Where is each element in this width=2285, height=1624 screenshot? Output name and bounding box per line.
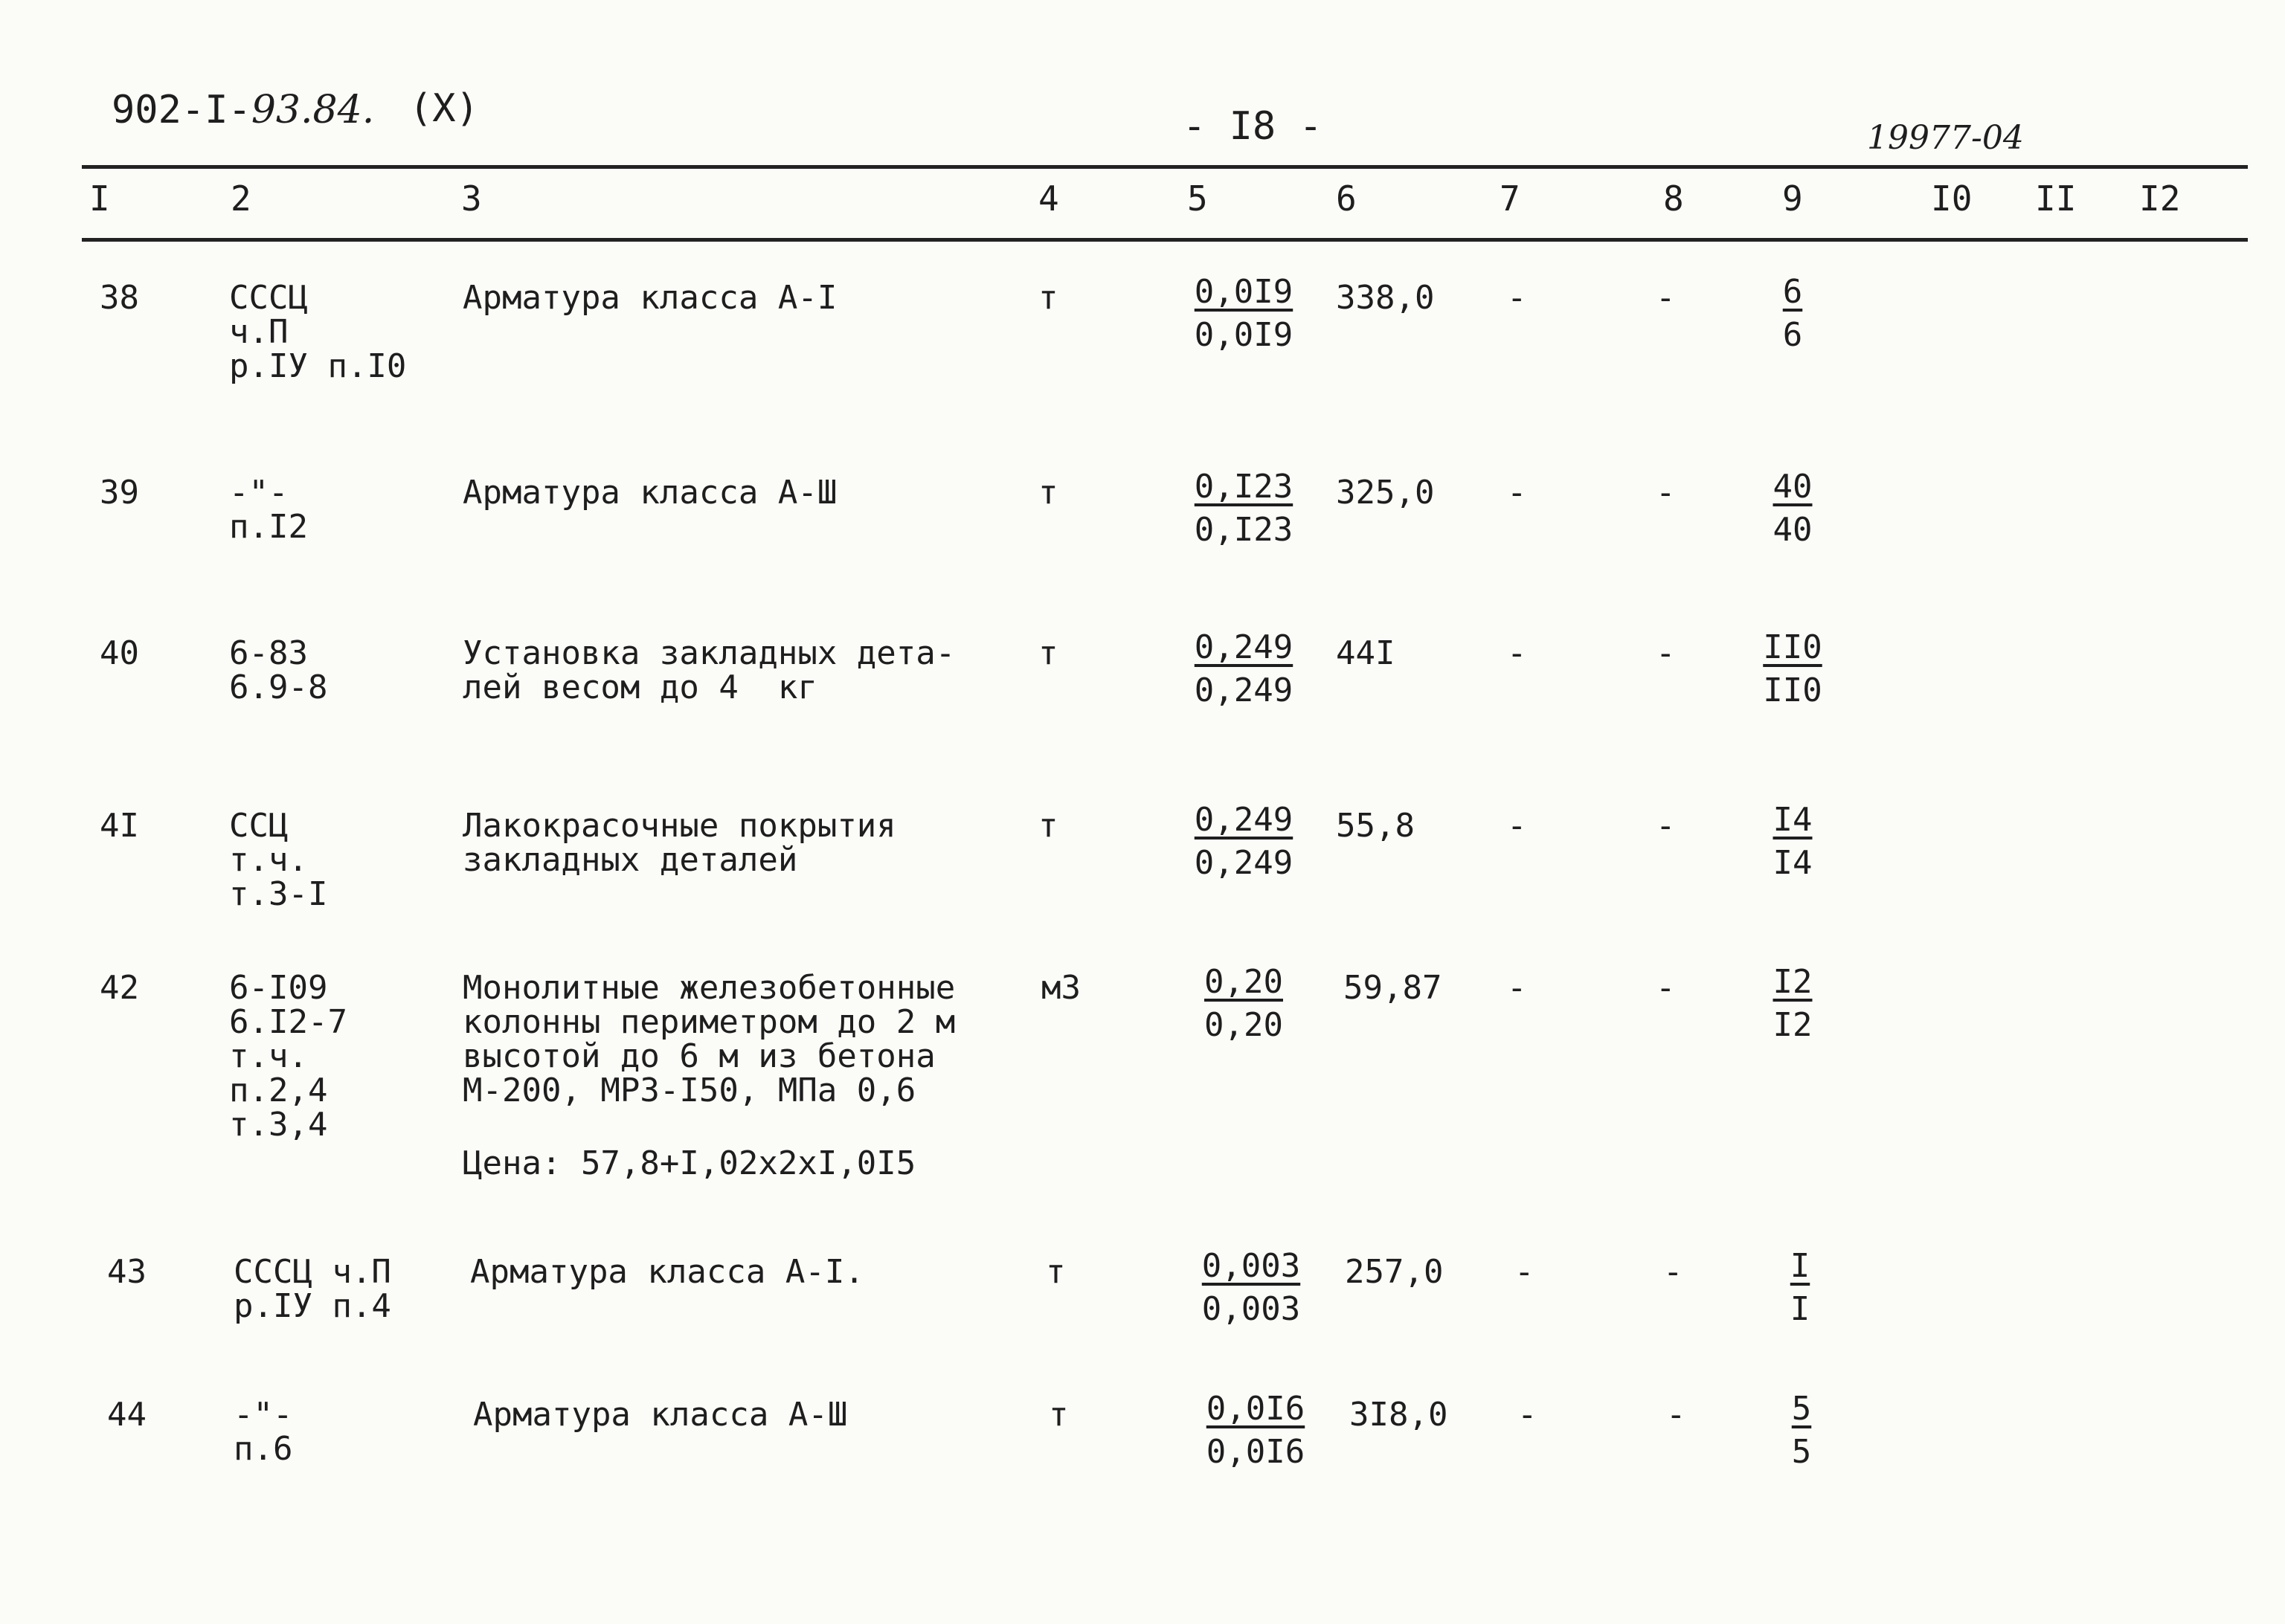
column-header-12: I2 <box>2139 178 2181 219</box>
row-quantity-bottom: 0,20 <box>1204 1006 1283 1044</box>
row-cost-top: I2 <box>1773 963 1813 1001</box>
row-col7: - <box>1507 279 1527 317</box>
row-cost <box>1757 1388 1846 1474</box>
row-unit: т <box>1049 1396 1069 1434</box>
row-reference: -"- п.I2 <box>229 474 308 546</box>
row-price-formula: Цена: 57,8+I,02х2хI,0I5 <box>463 1144 916 1182</box>
row-quantity-top: 0,I23 <box>1194 468 1293 506</box>
row-number: 4I <box>100 807 139 845</box>
row-quantity <box>1169 271 1318 357</box>
row-cost <box>1748 271 1837 357</box>
reference-number-handwritten: 19977-04 <box>1867 119 2024 157</box>
row-quantity <box>1169 465 1318 552</box>
column-header-4: 4 <box>1038 178 1059 219</box>
header-top-rule <box>82 165 2248 169</box>
row-cost-bottom: I2 <box>1773 1006 1813 1044</box>
row-cost <box>1755 1245 1845 1331</box>
row-col7: - <box>1507 634 1527 672</box>
row-col8: - <box>1656 807 1676 845</box>
row-cost-bottom: II0 <box>1763 671 1822 709</box>
column-header-3: 3 <box>461 178 482 219</box>
row-unit: т <box>1038 634 1058 672</box>
row-price: 55,8 <box>1336 807 1415 845</box>
row-cost <box>1748 626 1837 712</box>
column-header-8: 8 <box>1663 178 1684 219</box>
row-number: 39 <box>100 474 139 512</box>
variant-label: (X) <box>409 86 479 131</box>
row-unit: т <box>1046 1253 1066 1291</box>
column-header-5: 5 <box>1187 178 1208 219</box>
row-col7: - <box>1507 807 1527 845</box>
document-code-printed: 902-I- <box>112 88 251 132</box>
column-header-9: 9 <box>1782 178 1803 219</box>
document-code-handwritten: 93.84. <box>251 88 375 132</box>
row-quantity-bottom: 0,249 <box>1194 671 1293 709</box>
row-cost-bottom: 6 <box>1782 316 1803 354</box>
document-code <box>112 88 374 132</box>
row-unit: т <box>1038 279 1058 317</box>
row-cost-bottom: 5 <box>1791 1433 1812 1471</box>
row-number: 38 <box>100 279 139 317</box>
row-cost-bottom: 40 <box>1773 511 1813 549</box>
row-col7: - <box>1507 969 1527 1007</box>
row-number: 44 <box>107 1396 147 1434</box>
row-quantity-bottom: 0,003 <box>1201 1290 1301 1328</box>
row-quantity-top: 0,003 <box>1201 1247 1301 1285</box>
row-col8: - <box>1663 1253 1683 1291</box>
row-quantity <box>1177 1245 1325 1331</box>
row-cost-bottom: I4 <box>1773 844 1813 882</box>
row-quantity-top: 0,249 <box>1194 628 1293 666</box>
row-price: 3I8,0 <box>1349 1396 1448 1434</box>
row-col7: - <box>1507 474 1527 512</box>
row-price: 338,0 <box>1336 279 1435 317</box>
row-reference: СССЦ ч.П р.IУ п.4 <box>234 1253 391 1325</box>
row-description: Установка закладных дета- лей весом до 4 кг <box>463 634 956 706</box>
row-quantity-top: 0,20 <box>1204 963 1283 1001</box>
row-cost-top: 5 <box>1791 1390 1812 1428</box>
row-col7: - <box>1514 1253 1534 1291</box>
row-number: 40 <box>100 634 139 672</box>
row-col8: - <box>1666 1396 1686 1434</box>
row-col8: - <box>1656 279 1676 317</box>
row-quantity <box>1169 799 1318 885</box>
row-quantity <box>1169 961 1318 1047</box>
row-cost <box>1748 961 1837 1047</box>
row-col8: - <box>1656 634 1676 672</box>
row-col7: - <box>1517 1396 1537 1434</box>
row-col8: - <box>1656 474 1676 512</box>
row-cost-top: II0 <box>1763 628 1822 666</box>
row-description: Арматура класса А-I <box>463 279 838 317</box>
row-quantity-bottom: 0,0I9 <box>1194 316 1293 354</box>
page-number: - I8 - <box>1183 104 1323 149</box>
column-header-6: 6 <box>1336 178 1357 219</box>
column-header-7: 7 <box>1500 178 1520 219</box>
row-price: 325,0 <box>1336 474 1435 512</box>
row-description: Монолитные железобетонные колонны периметром до 2 м высотой до 6 м из бетона М-200, МРЗ-I50, МПа 0,6 <box>463 969 956 1109</box>
row-quantity-top: 0,0I9 <box>1194 273 1293 311</box>
row-quantity <box>1169 626 1318 712</box>
column-header-11: II <box>2035 178 2077 219</box>
row-cost <box>1748 465 1837 552</box>
row-price: 44I <box>1336 634 1395 672</box>
row-quantity-bottom: 0,I23 <box>1194 511 1293 549</box>
row-cost-top: I <box>1790 1247 1810 1285</box>
column-header-2: 2 <box>231 178 251 219</box>
header-bottom-rule <box>82 238 2248 242</box>
row-description: Лакокрасочные покрытия закладных деталей <box>463 807 896 879</box>
row-price: 59,87 <box>1343 969 1442 1007</box>
row-number: 42 <box>100 969 139 1007</box>
row-unit: м3 <box>1041 969 1081 1007</box>
row-price: 257,0 <box>1345 1253 1444 1291</box>
row-number: 43 <box>107 1253 147 1291</box>
row-description: Арматура класса А-I. <box>470 1253 864 1291</box>
row-description: Арматура класса А-Ш <box>473 1396 848 1434</box>
row-cost-top: 40 <box>1773 468 1813 506</box>
row-cost-top: 6 <box>1782 273 1803 311</box>
row-unit: т <box>1038 807 1058 845</box>
row-reference: 6-I09 6.I2-7 т.ч. п.2,4 т.3,4 <box>229 969 347 1144</box>
row-cost <box>1748 799 1837 885</box>
column-header-1: I <box>89 178 110 219</box>
row-quantity-top: 0,0I6 <box>1206 1390 1305 1428</box>
row-quantity-top: 0,249 <box>1194 801 1293 839</box>
column-header-10: I0 <box>1931 178 1973 219</box>
row-cost-bottom: I <box>1790 1290 1810 1328</box>
row-unit: т <box>1038 474 1058 512</box>
row-reference: СССЦ ч.П р.IУ п.I0 <box>229 279 407 385</box>
row-quantity-bottom: 0,0I6 <box>1206 1433 1305 1471</box>
row-cost-top: I4 <box>1773 801 1813 839</box>
row-reference: -"- п.6 <box>234 1396 293 1468</box>
row-description: Арматура класса А-Ш <box>463 474 838 512</box>
row-col8: - <box>1656 969 1676 1007</box>
row-reference: ССЦ т.ч. т.3-I <box>229 807 328 913</box>
row-reference: 6-83 6.9-8 <box>229 634 328 706</box>
row-quantity-bottom: 0,249 <box>1194 844 1293 882</box>
row-quantity <box>1181 1388 1330 1474</box>
